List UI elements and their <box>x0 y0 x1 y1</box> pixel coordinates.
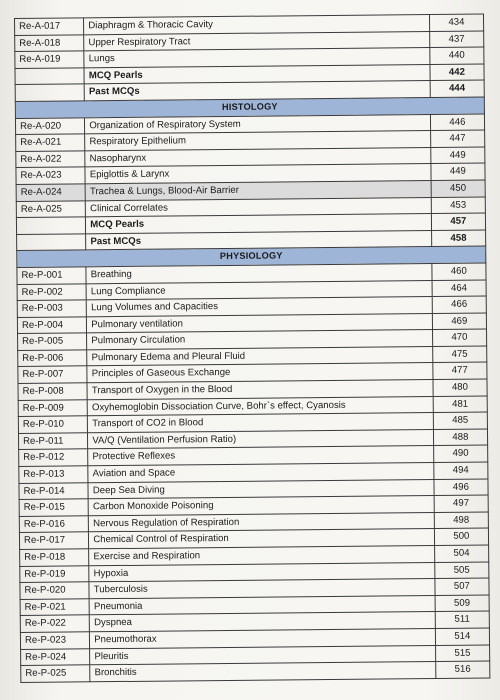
page-number: 500 <box>434 528 488 545</box>
page-number: 498 <box>434 512 488 529</box>
topic-title: Carbon Monoxide Poisoning <box>88 496 434 516</box>
topic-code: Re-P-007 <box>18 366 87 383</box>
topic-code: Re-P-011 <box>18 433 87 450</box>
topic-code: Re-P-009 <box>18 399 87 416</box>
topic-title: Chemical Control of Respiration <box>89 529 435 549</box>
topic-code: Re-P-020 <box>20 582 89 599</box>
topic-code: Re-P-002 <box>17 283 86 300</box>
section-title: PHYSIOLOGY <box>17 246 486 267</box>
page-number: 449 <box>431 147 485 164</box>
topic-title: Hypoxia <box>89 562 435 582</box>
topic-title: VA/Q (Ventilation Perfusion Ratio) <box>88 429 434 449</box>
topic-title: MCQ Pearls <box>86 214 432 234</box>
topic-title: Dyspnea <box>90 612 436 632</box>
topic-title: Principles of Gaseous Exchange <box>87 363 433 383</box>
page-number: 444 <box>430 80 484 97</box>
topic-code: Re-A-017 <box>15 18 84 35</box>
topic-code: Re-A-025 <box>16 200 85 217</box>
topic-code: Re-A-018 <box>15 34 84 51</box>
section-title: HISTOLOGY <box>15 97 484 118</box>
topic-code: Re-P-017 <box>19 532 88 549</box>
topic-title: Tuberculosis <box>89 579 435 599</box>
page-number: 511 <box>435 611 489 628</box>
topic-title: Transport of CO2 in Blood <box>88 413 434 433</box>
topic-title: Protective Reflexes <box>88 446 434 466</box>
topic-title: Lung Compliance <box>86 280 432 300</box>
page-number: 464 <box>432 279 486 296</box>
page-number: 477 <box>433 362 487 379</box>
topic-title: Diaphragm & Thoracic Cavity <box>84 15 430 35</box>
page-number: 490 <box>433 445 487 462</box>
page-number: 458 <box>431 230 485 247</box>
topic-title: Lung Volumes and Capacities <box>86 297 432 317</box>
page-number: 496 <box>434 479 488 496</box>
topic-code: Re-A-020 <box>15 117 84 134</box>
page-number: 514 <box>435 628 489 645</box>
topic-code: Re-A-024 <box>16 184 85 201</box>
page-number: 442 <box>430 64 484 81</box>
topic-title: Pneumonia <box>89 595 435 615</box>
topic-code: Re-P-008 <box>18 383 87 400</box>
topic-title: Lungs <box>84 48 430 68</box>
topic-code: Re-P-016 <box>19 516 88 533</box>
topic-title: Exercise and Respiration <box>89 545 435 565</box>
page-number: 450 <box>431 180 485 197</box>
page-number: 504 <box>434 545 488 562</box>
topic-code: Re-P-012 <box>19 449 88 466</box>
page-number: 434 <box>429 14 483 31</box>
page-number: 437 <box>429 31 483 48</box>
page-number: 494 <box>434 462 488 479</box>
topic-code: Re-P-014 <box>19 482 88 499</box>
page-number: 453 <box>431 197 485 214</box>
topic-title: Pleuritis <box>90 645 436 665</box>
topic-code: Re-P-006 <box>18 350 87 367</box>
topic-code: Re-A-019 <box>15 51 84 68</box>
topic-code <box>17 234 86 251</box>
topic-title: Epiglottis & Larynx <box>85 164 431 184</box>
page-number: 447 <box>430 130 484 147</box>
page-number: 497 <box>434 495 488 512</box>
topic-title: Oxyhemoglobin Dissociation Curve, Bohr`s effect, Cyanosis <box>87 396 433 416</box>
topic-title: Trachea & Lungs, Blood-Air Barrier <box>85 180 431 200</box>
topic-code: Re-A-021 <box>16 134 85 151</box>
topic-code: Re-P-010 <box>18 416 87 433</box>
topic-title: Pulmonary ventilation <box>87 313 433 333</box>
page-number: 466 <box>432 296 486 313</box>
topic-code: Re-P-025 <box>21 665 90 682</box>
topic-code: Re-P-018 <box>20 549 89 566</box>
topic-code: Re-A-022 <box>16 151 85 168</box>
topic-title: Nervous Regulation of Respiration <box>89 512 435 532</box>
page-number: 470 <box>432 329 486 346</box>
topic-code <box>16 217 85 234</box>
topic-code: Re-P-004 <box>17 317 86 334</box>
page-number: 457 <box>431 213 485 230</box>
topic-code: Re-P-001 <box>17 267 86 284</box>
page-number: 446 <box>430 114 484 131</box>
topic-title: Past MCQs <box>84 81 430 101</box>
page-number: 475 <box>432 346 486 363</box>
topic-title: Pulmonary Circulation <box>87 330 433 350</box>
topic-title: Deep Sea Diving <box>88 479 434 499</box>
topic-code: Re-P-003 <box>17 300 86 317</box>
topic-title: Organization of Respiratory System <box>85 114 431 134</box>
topic-title: Transport of Oxygen in the Blood <box>87 380 433 400</box>
topic-code: Re-P-005 <box>18 333 87 350</box>
topic-code: Re-P-021 <box>20 599 89 616</box>
page-number: 440 <box>430 47 484 64</box>
topic-title: Bronchitis <box>90 662 436 682</box>
topic-title: Clinical Correlates <box>86 197 432 217</box>
toc-body <box>15 14 490 682</box>
topic-title: Nasopharynx <box>85 147 431 167</box>
topic-code: Re-P-013 <box>19 466 88 483</box>
topic-title: Respiratory Epithelium <box>85 131 431 151</box>
topic-code: Re-P-019 <box>20 565 89 582</box>
page-number: 469 <box>432 313 486 330</box>
page-number: 481 <box>433 396 487 413</box>
topic-code: Re-P-022 <box>20 615 89 632</box>
topic-title: Upper Respiratory Tract <box>84 31 430 51</box>
topic-title: Aviation and Space <box>88 463 434 483</box>
page-number: 485 <box>433 412 487 429</box>
page-number: 460 <box>432 263 486 280</box>
page-number: 480 <box>433 379 487 396</box>
page-number: 505 <box>434 562 488 579</box>
topic-code: Re-P-023 <box>20 632 89 649</box>
topic-title: Pulmonary Edema and Pleural Fluid <box>87 346 433 366</box>
table-row <box>21 661 490 682</box>
topic-title: MCQ Pearls <box>84 64 430 84</box>
page-number: 449 <box>431 163 485 180</box>
topic-title: Past MCQs <box>86 230 432 250</box>
page-number: 507 <box>435 578 489 595</box>
topic-title: Breathing <box>86 263 432 283</box>
page-number: 516 <box>435 661 489 678</box>
topic-code <box>15 68 84 85</box>
page-number: 509 <box>435 595 489 612</box>
page-number: 515 <box>435 645 489 662</box>
topic-code: Re-A-023 <box>16 167 85 184</box>
topic-code <box>15 84 84 101</box>
topic-code: Re-P-024 <box>21 648 90 665</box>
topic-title: Pneumothorax <box>90 628 436 648</box>
table-of-contents <box>14 13 490 682</box>
topic-code: Re-P-015 <box>19 499 88 516</box>
page-number: 488 <box>433 429 487 446</box>
